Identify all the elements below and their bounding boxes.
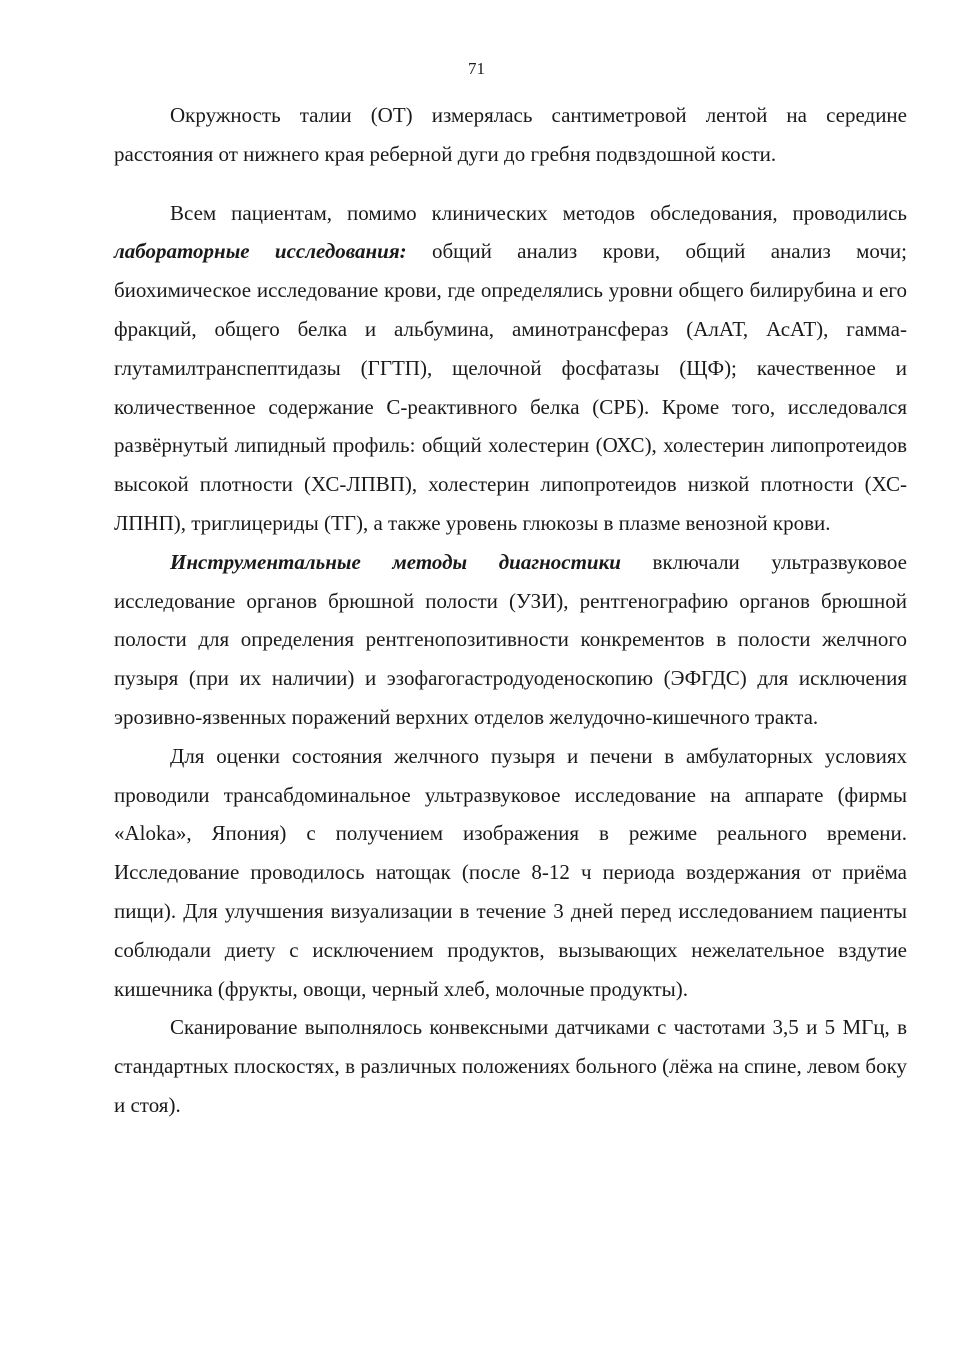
- paragraph-text: включали ультразвуковое исследование органов брюшной полости (УЗИ), рентгенографию органов брюшной полости для определения рентгенопозитивности конкрементов в полости желчного пузыря (при их наличии) и эзофагогастродуоденоскопию (ЭФГДС) для исключения эрозивно-язвенных поражений верхних отделов желудочно-кишечного тракта.: [114, 549, 907, 729]
- paragraph-waist-circumference: Окружность талии (ОТ) измерялась сантиметровой лентой на середине расстояния от нижнего края реберной дуги до гребня подвздошной кости.: [114, 103, 907, 166]
- emphasis-instrumental-methods: Инструментальные методы диагностики: [170, 549, 621, 574]
- paragraph-ultrasound-examination: Для оценки состояния желчного пузыря и печени в амбулаторных условиях проводили трансабдоминальное ультразвуковое исследование на аппарате (фирмы «Aloka», Япония) с получением изображения в режиме реального времени. Исследование проводилось натощак (после 8-12 ч периода воздержания от приёма пищи). Для улучшения визуализации в течение 3 дней перед исследованием пациенты соблюдали диету с исключением продуктов, вызывающих нежелательное вздутие кишечника (фрукты, овощи, черный хлеб, молочные продукты).: [114, 743, 907, 1001]
- paragraph-instrumental-methods: [114, 543, 907, 737]
- paragraph-text: общий анализ крови, общий анализ мочи; биохимическое исследование крови, где определялись уровни общего билирубина и его фракций, общего белка и альбумина, аминотрансфераз (АлАТ, АсАТ), гамма-глутамилтранспептидазы (ГГТП), щелочной фосфатазы (ЩФ); качественное и количественное содержание С-реактивного белка (СРБ). Кроме того, исследовался развёрнутый липидный профиль: общий холестерин (ОХС), холестерин липопротеидов высокой плотности (ХС-ЛПВП), холестерин липопротеидов низкой плотности (ХС-ЛПНП), триглицериды (ТГ), а также уровень глюкозы в плазме венозной крови.: [114, 239, 907, 535]
- document-body: [114, 96, 907, 1125]
- paragraph-scanning: Сканирование выполнялось конвексными датчиками с частотами 3,5 и 5 МГц, в стандартных плоскостях, в различных положениях больного (лёжа на спине, левом боку и стоя).: [114, 1015, 907, 1117]
- emphasis-laboratory-tests: лабораторные исследования:: [114, 239, 407, 264]
- page-number: 71: [468, 59, 485, 78]
- paragraph-laboratory-tests: [114, 194, 907, 543]
- paragraph-text: Всем пациентам, помимо клинических методов обследования, проводились: [170, 200, 907, 225]
